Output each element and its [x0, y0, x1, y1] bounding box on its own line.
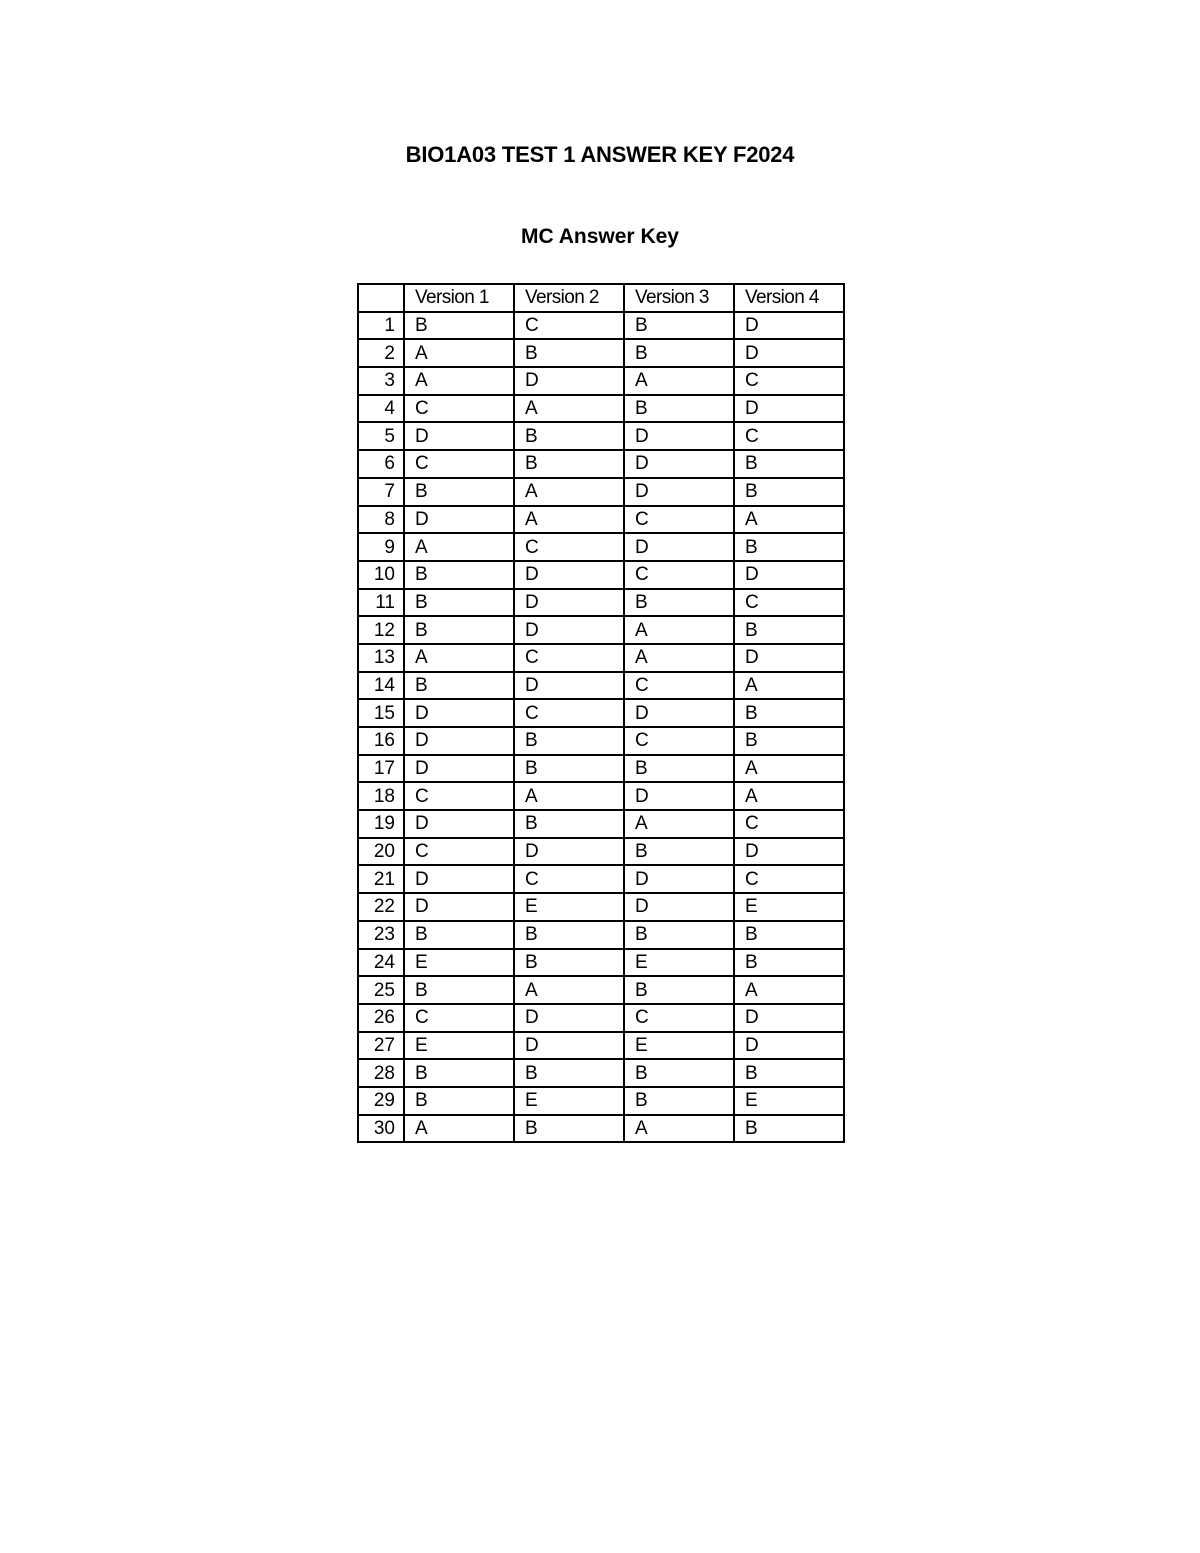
answer-cell-version-2: C [514, 644, 624, 672]
answer-cell-version-1: A [404, 644, 514, 672]
answer-cell-version-2: D [514, 1004, 624, 1032]
answer-cell-version-4: B [734, 478, 844, 506]
question-number: 25 [358, 976, 404, 1004]
answer-cell-version-4: D [734, 1032, 844, 1060]
table-row [358, 1059, 844, 1087]
answer-cell-version-4: B [734, 921, 844, 949]
answer-cell-version-4: B [734, 1115, 844, 1143]
table-row [358, 893, 844, 921]
table-row [358, 755, 844, 783]
question-number: 23 [358, 921, 404, 949]
answer-cell-version-2: A [514, 506, 624, 534]
question-number: 21 [358, 865, 404, 893]
answer-cell-version-3: C [624, 672, 734, 700]
answer-cell-version-2: A [514, 478, 624, 506]
answer-cell-version-2: A [514, 782, 624, 810]
column-header-version-3: Version 3 [624, 284, 734, 312]
answer-cell-version-3: C [624, 727, 734, 755]
answer-cell-version-2: B [514, 727, 624, 755]
question-number: 9 [358, 533, 404, 561]
answer-cell-version-4: B [734, 699, 844, 727]
answer-cell-version-1: D [404, 755, 514, 783]
answer-cell-version-3: A [624, 367, 734, 395]
answer-cell-version-4: C [734, 865, 844, 893]
answer-cell-version-2: D [514, 561, 624, 589]
question-number: 17 [358, 755, 404, 783]
answer-cell-version-3: A [624, 616, 734, 644]
answer-cell-version-1: D [404, 893, 514, 921]
answer-cell-version-2: B [514, 422, 624, 450]
answer-cell-version-1: E [404, 949, 514, 977]
question-number: 18 [358, 782, 404, 810]
table-row [358, 782, 844, 810]
table-row [358, 450, 844, 478]
question-number: 5 [358, 422, 404, 450]
answer-cell-version-3: C [624, 1004, 734, 1032]
answer-cell-version-1: C [404, 1004, 514, 1032]
answer-cell-version-4: B [734, 727, 844, 755]
answer-cell-version-4: A [734, 782, 844, 810]
question-number: 12 [358, 616, 404, 644]
answer-cell-version-1: B [404, 561, 514, 589]
answer-cell-version-1: D [404, 506, 514, 534]
answer-cell-version-3: D [624, 893, 734, 921]
question-number: 22 [358, 893, 404, 921]
question-number: 2 [358, 339, 404, 367]
answer-cell-version-4: E [734, 893, 844, 921]
answer-cell-version-1: C [404, 782, 514, 810]
table-row [358, 699, 844, 727]
table-row [358, 672, 844, 700]
answer-cell-version-2: C [514, 312, 624, 340]
question-number: 11 [358, 589, 404, 617]
answer-cell-version-4: C [734, 367, 844, 395]
question-number: 14 [358, 672, 404, 700]
answer-cell-version-3: D [624, 478, 734, 506]
table-row [358, 1115, 844, 1143]
answer-rows [358, 312, 844, 1143]
table-row [358, 616, 844, 644]
answer-cell-version-2: B [514, 755, 624, 783]
answer-cell-version-1: D [404, 422, 514, 450]
answer-cell-version-3: B [624, 1059, 734, 1087]
table-header-row [358, 284, 844, 312]
answer-cell-version-4: C [734, 422, 844, 450]
answer-cell-version-2: B [514, 450, 624, 478]
answer-cell-version-2: A [514, 976, 624, 1004]
answer-cell-version-3: C [624, 561, 734, 589]
answer-cell-version-2: E [514, 1087, 624, 1115]
answer-key-heading: MC Answer Key [521, 225, 679, 248]
answer-cell-version-3: D [624, 422, 734, 450]
answer-cell-version-3: D [624, 699, 734, 727]
answer-cell-version-2: D [514, 367, 624, 395]
answer-cell-version-2: B [514, 810, 624, 838]
answer-key-table [357, 283, 845, 1143]
answer-cell-version-2: D [514, 672, 624, 700]
answer-cell-version-2: D [514, 838, 624, 866]
answer-cell-version-1: B [404, 312, 514, 340]
table-row [358, 312, 844, 340]
answer-cell-version-3: D [624, 450, 734, 478]
table-row [358, 727, 844, 755]
answer-cell-version-2: C [514, 865, 624, 893]
table-row [358, 865, 844, 893]
answer-cell-version-1: B [404, 672, 514, 700]
answer-cell-version-4: D [734, 312, 844, 340]
answer-cell-version-1: A [404, 1115, 514, 1143]
table-row [358, 1087, 844, 1115]
answer-cell-version-3: D [624, 533, 734, 561]
answer-cell-version-3: B [624, 838, 734, 866]
answer-cell-version-2: B [514, 949, 624, 977]
table-row [358, 644, 844, 672]
answer-cell-version-3: B [624, 976, 734, 1004]
answer-cell-version-3: B [624, 921, 734, 949]
question-number: 24 [358, 949, 404, 977]
answer-cell-version-4: B [734, 949, 844, 977]
answer-cell-version-3: B [624, 395, 734, 423]
table-row [358, 810, 844, 838]
document-title: BIO1A03 TEST 1 ANSWER KEY F2024 [405, 142, 795, 167]
answer-cell-version-2: D [514, 616, 624, 644]
answer-cell-version-3: B [624, 589, 734, 617]
answer-cell-version-2: D [514, 589, 624, 617]
question-number: 4 [358, 395, 404, 423]
table-row [358, 367, 844, 395]
question-number: 26 [358, 1004, 404, 1032]
table-row [358, 921, 844, 949]
answer-cell-version-4: B [734, 450, 844, 478]
question-number: 27 [358, 1032, 404, 1060]
answer-cell-version-4: D [734, 395, 844, 423]
answer-cell-version-4: C [734, 810, 844, 838]
answer-cell-version-4: D [734, 644, 844, 672]
answer-cell-version-3: E [624, 949, 734, 977]
answer-cell-version-3: E [624, 1032, 734, 1060]
answer-cell-version-3: D [624, 782, 734, 810]
table-row [358, 1032, 844, 1060]
question-number: 19 [358, 810, 404, 838]
answer-cell-version-3: A [624, 810, 734, 838]
answer-cell-version-1: D [404, 699, 514, 727]
answer-cell-version-4: E [734, 1087, 844, 1115]
answer-cell-version-1: A [404, 339, 514, 367]
question-number: 10 [358, 561, 404, 589]
answer-cell-version-1: C [404, 450, 514, 478]
table-row [358, 561, 844, 589]
answer-cell-version-3: B [624, 312, 734, 340]
answer-cell-version-1: D [404, 865, 514, 893]
answer-cell-version-2: B [514, 1059, 624, 1087]
answer-cell-version-1: B [404, 921, 514, 949]
question-number: 15 [358, 699, 404, 727]
column-header-version-2: Version 2 [514, 284, 624, 312]
question-number: 3 [358, 367, 404, 395]
table-row [358, 422, 844, 450]
answer-cell-version-1: C [404, 395, 514, 423]
answer-cell-version-4: D [734, 561, 844, 589]
answer-cell-version-3: B [624, 755, 734, 783]
answer-cell-version-3: B [624, 1087, 734, 1115]
answer-cell-version-1: B [404, 616, 514, 644]
question-number: 30 [358, 1115, 404, 1143]
answer-cell-version-1: B [404, 478, 514, 506]
question-number: 8 [358, 506, 404, 534]
answer-cell-version-4: B [734, 616, 844, 644]
answer-cell-version-4: A [734, 506, 844, 534]
table-row [358, 506, 844, 534]
corner-cell [358, 284, 404, 312]
column-header-version-4: Version 4 [734, 284, 844, 312]
answer-cell-version-1: C [404, 838, 514, 866]
answer-cell-version-1: D [404, 810, 514, 838]
answer-cell-version-1: B [404, 589, 514, 617]
answer-cell-version-2: C [514, 699, 624, 727]
answer-cell-version-4: A [734, 755, 844, 783]
answer-cell-version-4: D [734, 1004, 844, 1032]
answer-cell-version-1: A [404, 367, 514, 395]
answer-cell-version-4: A [734, 976, 844, 1004]
answer-cell-version-2: A [514, 395, 624, 423]
question-number: 13 [358, 644, 404, 672]
answer-cell-version-4: A [734, 672, 844, 700]
question-number: 29 [358, 1087, 404, 1115]
question-number: 6 [358, 450, 404, 478]
question-number: 20 [358, 838, 404, 866]
question-number: 7 [358, 478, 404, 506]
answer-cell-version-1: A [404, 533, 514, 561]
answer-cell-version-4: C [734, 589, 844, 617]
answer-cell-version-2: D [514, 1032, 624, 1060]
answer-cell-version-3: A [624, 1115, 734, 1143]
table-row [358, 949, 844, 977]
answer-cell-version-2: B [514, 921, 624, 949]
table-row [358, 478, 844, 506]
answer-cell-version-2: B [514, 1115, 624, 1143]
answer-cell-version-1: B [404, 1087, 514, 1115]
question-number: 28 [358, 1059, 404, 1087]
answer-cell-version-2: B [514, 339, 624, 367]
answer-cell-version-1: D [404, 727, 514, 755]
table-row [358, 533, 844, 561]
table-row [358, 589, 844, 617]
answer-cell-version-4: D [734, 339, 844, 367]
column-header-version-1: Version 1 [404, 284, 514, 312]
table-row [358, 838, 844, 866]
answer-cell-version-4: B [734, 533, 844, 561]
answer-cell-version-1: E [404, 1032, 514, 1060]
answer-cell-version-1: B [404, 1059, 514, 1087]
answer-cell-version-2: E [514, 893, 624, 921]
answer-cell-version-1: B [404, 976, 514, 1004]
answer-cell-version-2: C [514, 533, 624, 561]
question-number: 1 [358, 312, 404, 340]
answer-cell-version-3: A [624, 644, 734, 672]
answer-cell-version-3: B [624, 339, 734, 367]
table-row [358, 395, 844, 423]
table-row [358, 1004, 844, 1032]
table-row [358, 339, 844, 367]
answer-cell-version-4: B [734, 1059, 844, 1087]
answer-cell-version-4: D [734, 838, 844, 866]
question-number: 16 [358, 727, 404, 755]
answer-cell-version-3: C [624, 506, 734, 534]
table-row [358, 976, 844, 1004]
answer-cell-version-3: D [624, 865, 734, 893]
